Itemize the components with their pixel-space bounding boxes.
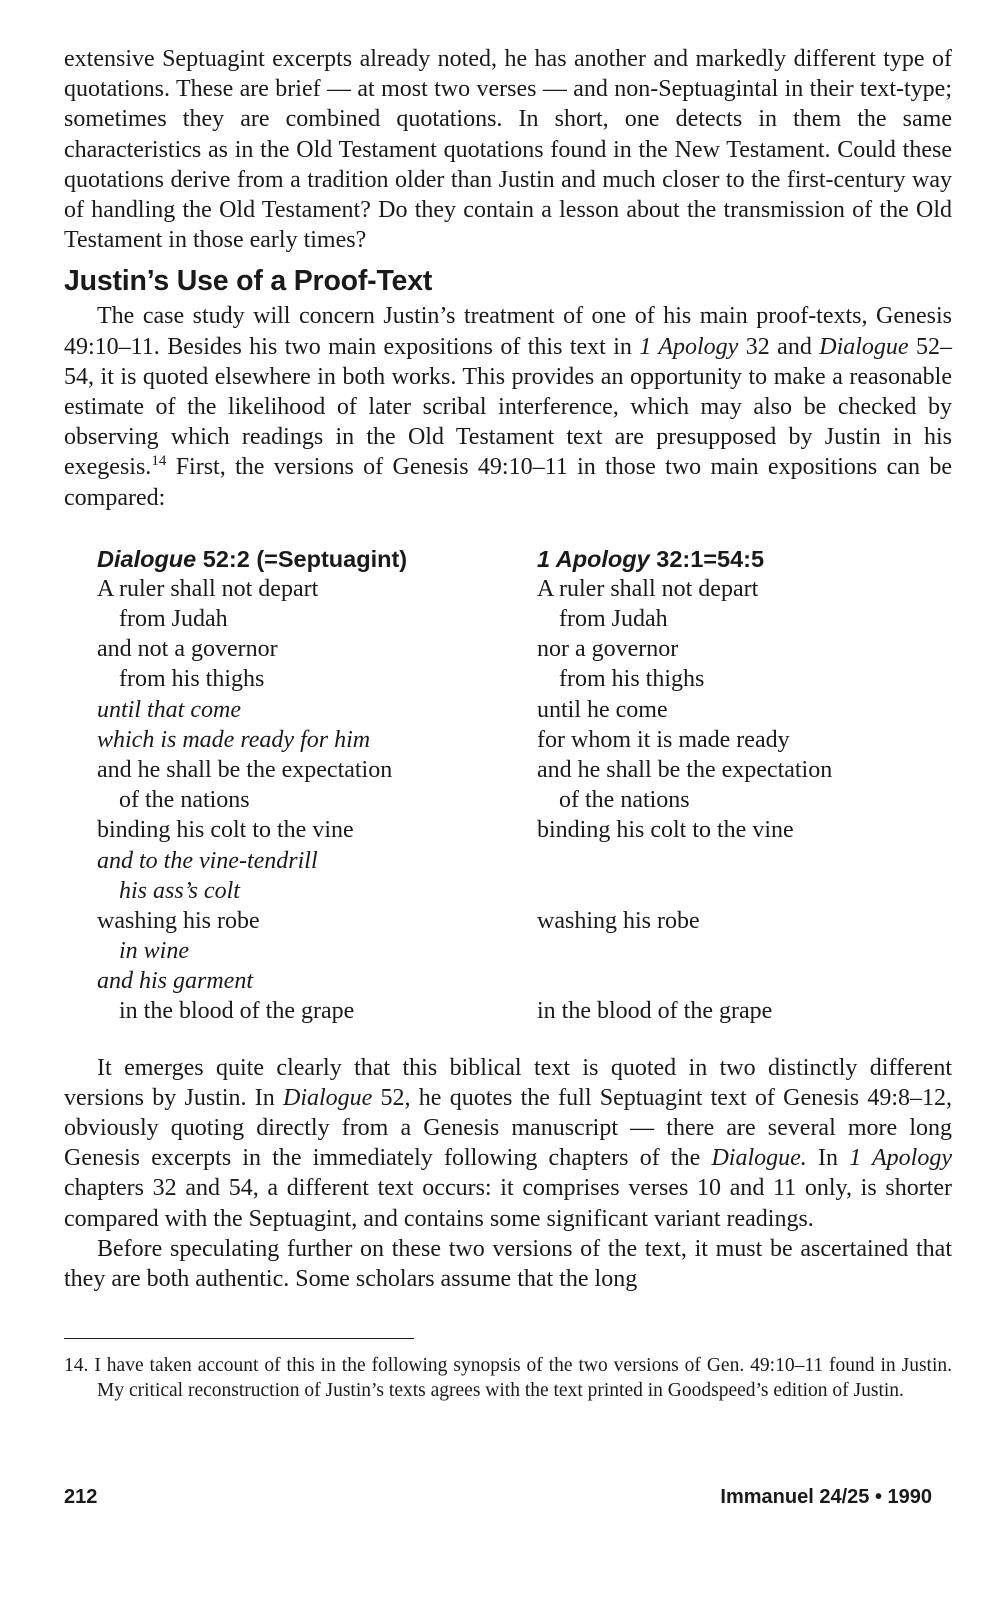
- paragraph-2-text: 52–54, it is quoted elsewhere in both works. This provides an opportunity to make a reasonable estimate of the likelihood of later scribal interference, which may also be checked by observing which readings in the Old Testament text are presupposed by Justin in his exegesis.: [64, 333, 953, 481]
- paragraph-3-text: 52, he quotes the full Septuagint text of Genesis 49:8–12, obviously quoting directly from a Genesis manuscript — there are several more long Genesis excerpts in the immediately following chapters of the: [64, 1084, 953, 1172]
- title-dialogue: Dialogue: [819, 333, 909, 360]
- verse-line: in the blood of the grape: [119, 998, 355, 1025]
- footnote-14: [64, 1353, 952, 1403]
- paragraph-1: extensive Septuagint excerpts already noted, he has another and markedly different type of quotations. These are brief — at most two verses — and non-Septuagintal in their text-type; sometimes they are combined quotations. In short, one detects in them the same characteristics as in the Old Testament quotations found in the New Testament. Could these quotations derive from a tradition older than Justin and much closer to the first-century way of handling the Old Testament? Do they contain a lesson about the transmission of the Old Testament in those early times?: [64, 46, 952, 254]
- verse-line: and he shall be the expectation: [537, 756, 833, 783]
- page-number: 212: [64, 1486, 98, 1508]
- synopsis-table: [97, 544, 952, 1027]
- page-footer: [64, 1486, 932, 1509]
- footnote-text: I have taken account of this in the following synopsis of the two versions of Gen. 49:10–11 found in Justin. My critical reconstruction of Justin’s texts agrees with the text printed in Goodspeed’s edition of Justin.: [94, 1355, 953, 1402]
- paragraph-2-text: The case study will concern Justin’s treatment of one of his main proof-texts, Genesis 49:10–11. Besides his two main expositions of this text in: [64, 303, 952, 360]
- footnote-divider: [64, 1338, 414, 1339]
- verse-line: from his thighs: [119, 666, 265, 693]
- page-body: [64, 44, 952, 1403]
- journal-citation: Immanuel 24/25 • 1990: [720, 1486, 932, 1508]
- verse-line: from Judah: [119, 606, 228, 633]
- paragraph-3-text: It emerges quite clearly that this biblical text is quoted in two distinctly different versions by Justin. In: [64, 1054, 952, 1111]
- verse-line: binding his colt to the vine: [97, 817, 354, 844]
- verse-line: binding his colt to the vine: [537, 817, 794, 844]
- verse-line: nor a governor: [537, 636, 679, 663]
- verse-line: from Judah: [559, 606, 668, 633]
- paragraph-2: [64, 301, 952, 512]
- paragraph-2-text: 32 and: [738, 333, 820, 360]
- column-header-title: Dialogue: [97, 545, 197, 572]
- verse-line: in the blood of the grape: [537, 998, 773, 1025]
- verse-line-empty: [537, 966, 952, 996]
- verse-line-variant: which is made ready for him: [97, 726, 371, 753]
- column-header-apology: [537, 544, 952, 574]
- verse-line-variant: until that come: [97, 696, 241, 723]
- paragraph-4: Before speculating further on these two versions of the text, it must be ascertained that they are both authentic. Some scholars assume that the long: [64, 1235, 952, 1293]
- title-1-apology: 1 Apology: [639, 333, 739, 360]
- verse-line: until he come: [537, 696, 668, 723]
- title-dialogue: Dialogue.: [711, 1145, 807, 1172]
- verse-line-variant: his ass’s colt: [119, 877, 240, 904]
- verse-line: A ruler shall not depart: [97, 575, 319, 602]
- verse-line-empty: [537, 876, 952, 906]
- paragraph-3: [64, 1053, 952, 1234]
- synopsis-column-apology: [537, 544, 952, 1027]
- verse-line: of the nations: [559, 787, 690, 814]
- verse-line: of the nations: [119, 787, 250, 814]
- footnote-marker: 14: [151, 453, 167, 470]
- verse-line-variant: and to the vine-tendrill: [97, 847, 318, 874]
- verse-line: and not a governor: [97, 636, 278, 663]
- verse-line: A ruler shall not depart: [537, 575, 759, 602]
- verse-line: washing his robe: [97, 907, 260, 934]
- synopsis-column-dialogue: [97, 544, 537, 1027]
- verse-line-variant: in wine: [119, 938, 189, 965]
- verse-line: washing his robe: [537, 907, 700, 934]
- section-heading: Justin’s Use of a Proof-Text: [64, 265, 433, 298]
- title-dialogue: Dialogue: [282, 1084, 373, 1111]
- column-header-title: 1 Apology: [537, 545, 650, 572]
- verse-line: from his thighs: [559, 666, 705, 693]
- column-header-reference: 32:1=54:5: [649, 545, 765, 572]
- title-1-apology: 1 Apology: [849, 1145, 952, 1172]
- verse-line-empty: [537, 846, 952, 876]
- verse-line: and he shall be the expectation: [97, 756, 393, 783]
- paragraph-2-text: First, the versions of Genesis 49:10–11 in those two main expositions can be compared:: [64, 454, 952, 511]
- verse-line-empty: [537, 936, 952, 966]
- column-header-dialogue: [97, 544, 537, 574]
- verse-line-variant: and his garment: [97, 968, 253, 995]
- verse-line: for whom it is made ready: [537, 726, 790, 753]
- footnote-number: 14.: [64, 1355, 89, 1377]
- paragraph-3-text: chapters 32 and 54, a different text occurs: it comprises verses 10 and 11 only, is shorter compared with the Septuagint, and contains some significant variant readings.: [64, 1175, 952, 1232]
- column-header-reference: 52:2 (=Septuagint): [196, 545, 408, 572]
- paragraph-3-text: In: [806, 1145, 850, 1172]
